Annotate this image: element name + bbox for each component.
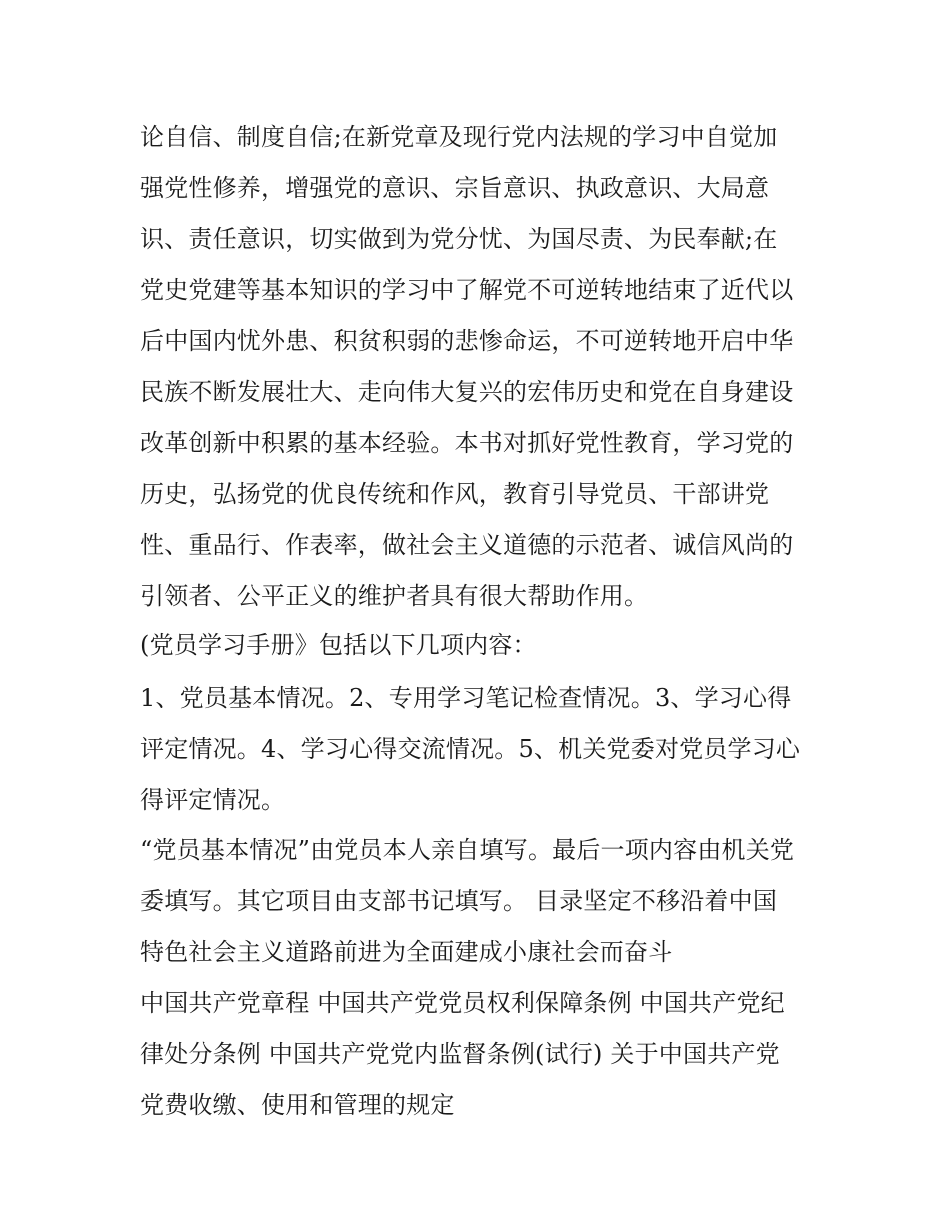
text-line: 识、责任意识，切实做到为党分忧、为国尽责、为民奉献;在 — [140, 225, 778, 253]
text-line: 委填写。其它项目由支部书记填写。 目录坚定不移沿着中国 — [140, 887, 778, 915]
text-line: “党员基本情况”由党员本人亲自填写。最后一项内容由机关党 — [140, 836, 795, 864]
text-line: 律处分条例 中国共产党党内监督条例(试行) 关于中国共产党 — [140, 1040, 780, 1068]
text-line: 党费收缴、使用和管理的规定 — [140, 1091, 455, 1119]
text-line: 得评定情况。 — [140, 786, 286, 814]
text-line: 强党性修养，增强党的意识、宗旨意识、执政意识、大局意 — [140, 174, 770, 202]
text-line: (党员学习手册》包括以下几项内容： — [140, 631, 537, 659]
text-line: 党史党建等基本知识的学习中了解党不可逆转地结束了近代以 — [140, 276, 794, 304]
text-line: 民族不断发展壮大、走向伟大复兴的宏伟历史和党在自身建设 — [140, 378, 794, 406]
text-line: 改革创新中积累的基本经验。本书对抓好党性教育，学习党的 — [140, 429, 794, 457]
text-line: 论自信、制度自信;在新党章及现行党内法规的学习中自觉加 — [140, 123, 778, 151]
paragraph-handbook-contents-list — [140, 673, 820, 826]
paragraph-filling-instructions — [140, 825, 820, 978]
paragraph-regulations-list — [140, 978, 820, 1131]
paragraph-handbook-contents-intro — [140, 620, 820, 671]
text-line: 中国共产党章程 中国共产党党员权利保障条例 中国共产党纪 — [140, 989, 785, 1017]
text-line: 评定情况。4、学习心得交流情况。5、机关党委对党员学习心 — [140, 735, 801, 763]
paragraph-party-spirit-education — [140, 112, 820, 622]
text-line: 后中国内忧外患、积贫积弱的悲惨命运，不可逆转地开启中华 — [140, 327, 794, 355]
text-line: 1、党员基本情况。2、专用学习笔记检查情况。3、学习心得 — [140, 684, 792, 712]
text-line: 引领者、公平正义的维护者具有很大帮助作用。 — [140, 582, 649, 610]
text-line: 历史，弘扬党的优良传统和作风，教育引导党员、干部讲党 — [140, 480, 770, 508]
text-line: 性、重品行、作表率，做社会主义道德的示范者、诚信风尚的 — [140, 531, 794, 559]
text-line: 特色社会主义道路前进为全面建成小康社会而奋斗 — [140, 938, 673, 966]
